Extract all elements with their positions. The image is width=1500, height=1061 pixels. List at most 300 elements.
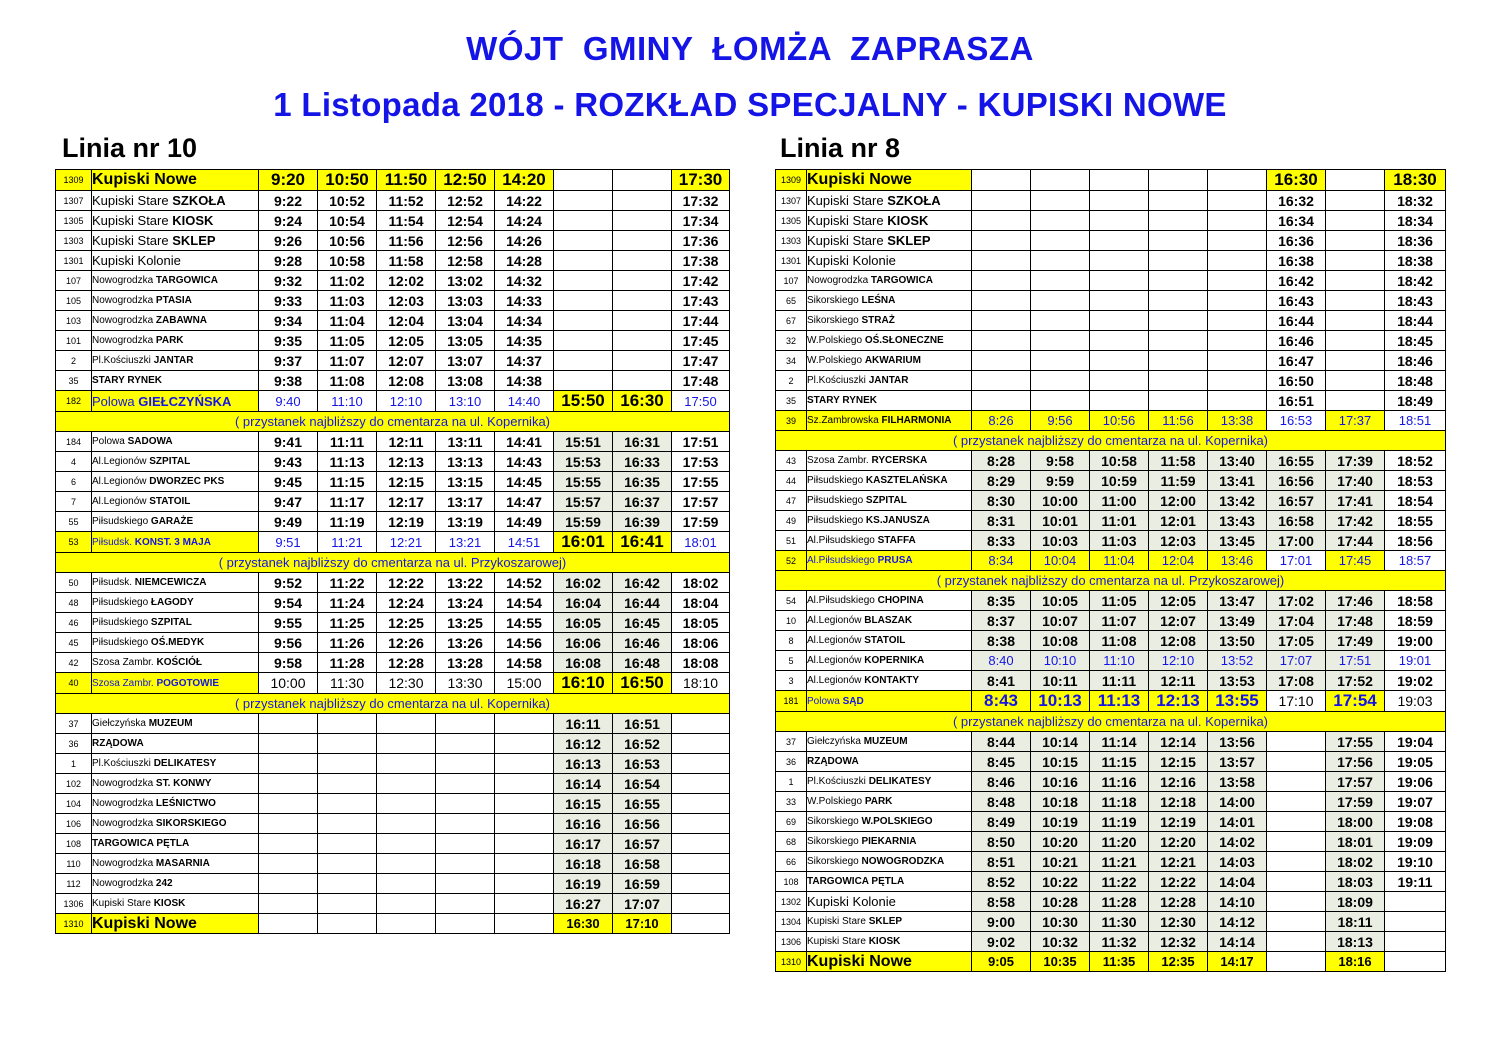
departure-time xyxy=(377,734,436,754)
departure-time: 16:46 xyxy=(1267,331,1326,351)
departure-time xyxy=(1090,311,1149,331)
stop-name xyxy=(807,872,972,892)
stop-name xyxy=(807,551,972,571)
departure-time: 19:11 xyxy=(1385,872,1446,892)
departure-time: 11:08 xyxy=(318,371,377,391)
cemetery-note: ( przystanek najbliższy do cmentarza na ul. Przykoszarowej) xyxy=(56,553,730,573)
departure-time: 17:01 xyxy=(1267,551,1326,571)
stop-code: 5 xyxy=(776,651,807,671)
departure-time: 12:13 xyxy=(377,452,436,472)
departure-time: 16:56 xyxy=(613,814,672,834)
departure-time xyxy=(1149,351,1208,371)
departure-time: 14:10 xyxy=(1208,892,1267,912)
departure-time xyxy=(318,814,377,834)
departure-time: 8:41 xyxy=(972,671,1031,691)
stop-label: TARGOWICA xyxy=(155,275,218,286)
departure-time xyxy=(672,714,730,734)
stop-label: POGOTOWIE xyxy=(156,677,220,689)
departure-time: 14:04 xyxy=(1208,872,1267,892)
stop-code: 182 xyxy=(56,391,92,412)
departure-time: 17:44 xyxy=(1326,531,1385,551)
departure-time: 8:26 xyxy=(972,411,1031,431)
departure-time: 19:02 xyxy=(1385,671,1446,691)
departure-time: 16:11 xyxy=(554,714,613,734)
departure-time: 13:50 xyxy=(1208,631,1267,651)
departure-time: 14:54 xyxy=(495,593,554,613)
departure-time: 13:26 xyxy=(436,633,495,653)
departure-time: 16:38 xyxy=(1267,251,1326,271)
departure-time: 11:15 xyxy=(318,472,377,492)
departure-time: 12:28 xyxy=(1149,892,1208,912)
departure-time: 18:42 xyxy=(1385,271,1446,291)
departure-time: 14:22 xyxy=(495,191,554,211)
stop-label: PIEKARNIA xyxy=(861,836,917,847)
departure-time: 16:15 xyxy=(554,794,613,814)
departure-time: 8:43 xyxy=(972,691,1031,712)
stop-name xyxy=(807,331,972,351)
departure-time: 17:07 xyxy=(1267,651,1326,671)
departure-time xyxy=(1208,331,1267,351)
departure-time xyxy=(259,894,318,914)
departure-time: 11:30 xyxy=(318,673,377,694)
stop-street: W.Polskiego xyxy=(807,796,865,807)
departure-time xyxy=(1149,211,1208,231)
departure-time: 12:17 xyxy=(377,492,436,512)
departure-time: 17:10 xyxy=(613,914,672,934)
timetable-row xyxy=(56,452,730,472)
departure-time: 11:21 xyxy=(1090,852,1149,872)
timetable-row xyxy=(56,512,730,532)
departure-time: 16:56 xyxy=(1267,471,1326,491)
departure-time: 12:24 xyxy=(377,593,436,613)
departure-time xyxy=(1326,371,1385,391)
departure-time xyxy=(259,754,318,774)
departure-time: 16:58 xyxy=(1267,511,1326,531)
departure-time: 17:45 xyxy=(1326,551,1385,571)
departure-time: 13:02 xyxy=(436,271,495,291)
departure-time xyxy=(1031,211,1090,231)
departure-time: 16:57 xyxy=(613,834,672,854)
departure-time: 14:01 xyxy=(1208,812,1267,832)
departure-time: 14:49 xyxy=(495,512,554,532)
departure-time xyxy=(259,854,318,874)
departure-time: 18:05 xyxy=(672,613,730,633)
timetable-row xyxy=(776,752,1446,772)
departure-time xyxy=(495,734,554,754)
departure-time xyxy=(1149,371,1208,391)
departure-time: 16:31 xyxy=(613,432,672,452)
departure-time xyxy=(377,874,436,894)
departure-time: 18:34 xyxy=(1385,211,1446,231)
departure-time: 12:15 xyxy=(377,472,436,492)
departure-time xyxy=(1031,291,1090,311)
departure-time xyxy=(972,351,1031,371)
departure-time xyxy=(1149,311,1208,331)
departure-time xyxy=(613,291,672,311)
departure-time: 11:28 xyxy=(318,653,377,673)
departure-time: 9:51 xyxy=(259,532,318,553)
departure-time: 17:45 xyxy=(672,331,730,351)
stop-street: Szosa Zambr. xyxy=(807,455,872,466)
departure-time: 19:09 xyxy=(1385,832,1446,852)
stop-name xyxy=(92,311,259,331)
stop-label: NOWOGRODZKA xyxy=(861,856,945,867)
stop-label: AKWARIUM xyxy=(864,355,921,366)
departure-time: 11:21 xyxy=(318,532,377,553)
departure-time: 11:58 xyxy=(1149,451,1208,471)
departure-time: 13:25 xyxy=(436,613,495,633)
departure-time: 12:14 xyxy=(1149,732,1208,752)
departure-time: 8:45 xyxy=(972,752,1031,772)
stop-name xyxy=(92,231,259,251)
departure-time: 9:54 xyxy=(259,593,318,613)
timetable-row xyxy=(56,834,730,854)
departure-time: 11:50 xyxy=(377,170,436,191)
departure-time: 17:51 xyxy=(1326,651,1385,671)
departure-time: 11:04 xyxy=(318,311,377,331)
departure-time: 14:12 xyxy=(1208,912,1267,932)
departure-time: 17:52 xyxy=(1326,671,1385,691)
stop-name xyxy=(92,854,259,874)
departure-time xyxy=(554,291,613,311)
departure-time xyxy=(495,794,554,814)
stop-label: SZPITAL xyxy=(149,456,191,467)
departure-time: 9:43 xyxy=(259,452,318,472)
departure-time: 10:35 xyxy=(1031,952,1090,972)
departure-time xyxy=(318,754,377,774)
departure-time: 10:16 xyxy=(1031,772,1090,792)
departure-time xyxy=(1326,251,1385,271)
departure-time: 18:52 xyxy=(1385,451,1446,471)
stop-label: LEŚNA xyxy=(861,295,896,306)
departure-time: 18:30 xyxy=(1385,170,1446,191)
departure-time: 12:58 xyxy=(436,251,495,271)
timetable-row xyxy=(776,912,1446,932)
departure-time: 8:48 xyxy=(972,792,1031,812)
stop-code: 184 xyxy=(56,432,92,452)
departure-time: 17:57 xyxy=(672,492,730,512)
departure-time xyxy=(1208,211,1267,231)
stop-label: PRUSA xyxy=(877,555,913,566)
departure-time: 12:35 xyxy=(1149,952,1208,972)
departure-time xyxy=(495,914,554,934)
stop-code: 1305 xyxy=(776,211,807,231)
stop-name xyxy=(92,613,259,633)
departure-time: 16:44 xyxy=(1267,311,1326,331)
departure-time: 13:45 xyxy=(1208,531,1267,551)
departure-time: 17:39 xyxy=(1326,451,1385,471)
departure-time: 13:41 xyxy=(1208,471,1267,491)
stop-street: Sz.Zambrowska xyxy=(807,415,882,426)
stop-street: Nowogrodzka xyxy=(92,335,156,346)
departure-time xyxy=(1208,231,1267,251)
stop-code: 103 xyxy=(56,311,92,331)
departure-time: 12:08 xyxy=(1149,631,1208,651)
departure-time xyxy=(1090,371,1149,391)
stop-label: SADOWA xyxy=(127,436,173,447)
departure-time xyxy=(1267,732,1326,752)
departure-time xyxy=(554,211,613,231)
departure-time: 10:59 xyxy=(1090,471,1149,491)
stop-label: KASZTELAŃSKA xyxy=(865,475,948,486)
timetable-row xyxy=(56,593,730,613)
departure-time: 12:21 xyxy=(1149,852,1208,872)
departure-time xyxy=(1149,391,1208,411)
stop-label: MASARNIA xyxy=(155,858,210,869)
departure-time xyxy=(1208,371,1267,391)
stop-street: Pl.Kościuszki xyxy=(807,375,869,386)
departure-time: 11:07 xyxy=(318,351,377,371)
departure-time: 16:10 xyxy=(554,673,613,694)
departure-time: 18:00 xyxy=(1326,812,1385,832)
departure-time: 9:26 xyxy=(259,231,318,251)
page-title: WÓJT GMINY ŁOMŻA ZAPRASZA xyxy=(466,30,1034,67)
departure-time: 17:48 xyxy=(672,371,730,391)
departure-time: 14:51 xyxy=(495,532,554,553)
departure-time: 12:21 xyxy=(377,532,436,553)
departure-time: 10:00 xyxy=(259,673,318,694)
departure-time xyxy=(672,834,730,854)
departure-time: 16:50 xyxy=(1267,371,1326,391)
departure-time: 9:47 xyxy=(259,492,318,512)
stop-street: Kupiski Stare xyxy=(92,233,173,248)
stop-code: 1304 xyxy=(776,912,807,932)
stop-code: 1310 xyxy=(56,914,92,934)
departure-time: 8:44 xyxy=(972,732,1031,752)
departure-time: 10:28 xyxy=(1031,892,1090,912)
stop-name xyxy=(92,170,259,191)
departure-time: 13:08 xyxy=(436,371,495,391)
departure-time xyxy=(1385,932,1446,952)
departure-time xyxy=(436,914,495,934)
stop-name xyxy=(807,611,972,631)
timetable-row xyxy=(56,734,730,754)
departure-time: 17:53 xyxy=(672,452,730,472)
departure-time: 18:45 xyxy=(1385,331,1446,351)
departure-time: 12:19 xyxy=(377,512,436,532)
departure-time: 9:40 xyxy=(259,391,318,412)
stop-code: 7 xyxy=(56,492,92,512)
departure-time: 19:10 xyxy=(1385,852,1446,872)
departure-time: 17:47 xyxy=(672,351,730,371)
stop-street: Kupiski Kolonie xyxy=(807,894,896,909)
departure-time: 18:51 xyxy=(1385,411,1446,431)
stop-code: 67 xyxy=(776,311,807,331)
departure-time: 12:07 xyxy=(377,351,436,371)
stop-name xyxy=(807,311,972,331)
stop-street: Pl.Kościuszki xyxy=(92,355,154,366)
departure-time xyxy=(613,351,672,371)
cemetery-note-row xyxy=(776,571,1446,591)
timetable-row xyxy=(776,832,1446,852)
departure-time: 12:10 xyxy=(1149,651,1208,671)
departure-time: 15:55 xyxy=(554,472,613,492)
cemetery-note: ( przystanek najbliższy do cmentarza na ul. Kopernika) xyxy=(776,712,1446,732)
departure-time: 18:46 xyxy=(1385,351,1446,371)
departure-time: 8:30 xyxy=(972,491,1031,511)
stop-label: SZKOŁA xyxy=(887,193,941,208)
departure-time: 13:43 xyxy=(1208,511,1267,531)
departure-time xyxy=(554,191,613,211)
stop-code: 1307 xyxy=(56,191,92,211)
stop-code: 47 xyxy=(776,491,807,511)
departure-time xyxy=(1090,231,1149,251)
timetable-row xyxy=(776,351,1446,371)
departure-time: 16:30 xyxy=(1267,170,1326,191)
departure-time xyxy=(1090,391,1149,411)
departure-time xyxy=(259,874,318,894)
stop-label: RZĄDOWA xyxy=(807,756,859,767)
stop-code: 1303 xyxy=(776,231,807,251)
stop-name xyxy=(92,754,259,774)
stop-label: TARGOWICA PĘTLA xyxy=(92,838,190,849)
departure-time: 17:34 xyxy=(672,211,730,231)
departure-time: 16:17 xyxy=(554,834,613,854)
departure-time: 11:22 xyxy=(1090,872,1149,892)
stop-street: Sikorskiego xyxy=(807,836,862,847)
departure-time: 18:36 xyxy=(1385,231,1446,251)
departure-time: 14:55 xyxy=(495,613,554,633)
stop-name xyxy=(807,411,972,431)
stop-name xyxy=(92,794,259,814)
departure-time xyxy=(318,794,377,814)
departure-time xyxy=(1385,952,1446,972)
stop-street: Piłsudsk. xyxy=(92,536,135,548)
departure-time xyxy=(318,714,377,734)
departure-time xyxy=(1267,832,1326,852)
departure-time: 9:00 xyxy=(972,912,1031,932)
departure-time: 12:18 xyxy=(1149,792,1208,812)
cemetery-note: ( przystanek najbliższy do cmentarza na ul. Kopernika) xyxy=(776,431,1446,451)
departure-time xyxy=(1267,932,1326,952)
departure-time xyxy=(1149,291,1208,311)
departure-time xyxy=(672,734,730,754)
stop-label: GARAŻE xyxy=(150,516,194,527)
departure-time: 12:20 xyxy=(1149,832,1208,852)
stop-label: ŁAGODY xyxy=(150,597,194,608)
departure-time xyxy=(377,854,436,874)
departure-time: 9:05 xyxy=(972,952,1031,972)
departure-time: 18:02 xyxy=(1326,852,1385,872)
departure-time: 11:54 xyxy=(377,211,436,231)
departure-time xyxy=(495,854,554,874)
departure-time: 18:10 xyxy=(672,673,730,694)
stop-street: Al.Piłsudskiego xyxy=(807,595,878,606)
stop-name xyxy=(807,291,972,311)
departure-time: 16:48 xyxy=(613,653,672,673)
timetable-row xyxy=(56,492,730,512)
timetable-row xyxy=(776,691,1446,712)
departure-time: 12:28 xyxy=(377,653,436,673)
timetable-row xyxy=(56,673,730,694)
timetable-row xyxy=(56,371,730,391)
stop-name xyxy=(807,952,972,972)
stop-name xyxy=(807,351,972,371)
stop-label: STAFFA xyxy=(877,535,916,546)
departure-time: 17:44 xyxy=(672,311,730,331)
departure-time: 18:09 xyxy=(1326,892,1385,912)
departure-time: 10:13 xyxy=(1031,691,1090,712)
stop-street: Piłsudskiego xyxy=(92,637,151,648)
departure-time: 8:52 xyxy=(972,872,1031,892)
stop-label: PTASIA xyxy=(155,295,192,306)
departure-time: 19:08 xyxy=(1385,812,1446,832)
timetable-row xyxy=(56,432,730,452)
departure-time: 13:52 xyxy=(1208,651,1267,671)
stop-code: 108 xyxy=(56,834,92,854)
departure-time: 14:38 xyxy=(495,371,554,391)
departure-time: 11:03 xyxy=(318,291,377,311)
departure-time xyxy=(1267,792,1326,812)
stop-label: Kupiski Nowe xyxy=(807,171,912,188)
stop-street: Al.Legionów xyxy=(92,456,150,467)
departure-time: 14:47 xyxy=(495,492,554,512)
departure-time: 16:54 xyxy=(613,774,672,794)
timetable-row xyxy=(776,331,1446,351)
departure-time: 14:33 xyxy=(495,291,554,311)
departure-time xyxy=(1385,912,1446,932)
departure-time: 18:16 xyxy=(1326,952,1385,972)
departure-time xyxy=(613,251,672,271)
departure-time xyxy=(1090,191,1149,211)
timetable-row xyxy=(56,714,730,734)
timetable-row xyxy=(56,894,730,914)
stop-name xyxy=(807,832,972,852)
departure-time: 16:06 xyxy=(554,633,613,653)
departure-time xyxy=(1149,191,1208,211)
departure-time: 13:05 xyxy=(436,331,495,351)
stop-code: 1 xyxy=(776,772,807,792)
departure-time: 9:02 xyxy=(972,932,1031,952)
stop-label: SZPITAL xyxy=(865,495,907,506)
departure-time: 19:06 xyxy=(1385,772,1446,792)
stop-code: 37 xyxy=(56,714,92,734)
departure-time: 11:00 xyxy=(1090,491,1149,511)
departure-time: 13:21 xyxy=(436,532,495,553)
departure-time: 8:51 xyxy=(972,852,1031,872)
stop-street: Al.Legionów xyxy=(92,496,150,507)
departure-time: 14:35 xyxy=(495,331,554,351)
stop-name xyxy=(92,271,259,291)
departure-time xyxy=(495,814,554,834)
departure-time: 11:56 xyxy=(377,231,436,251)
cemetery-note-row xyxy=(56,412,730,432)
stop-street: Piłsudskiego xyxy=(807,475,866,486)
departure-time: 12:07 xyxy=(1149,611,1208,631)
departure-time: 12:19 xyxy=(1149,812,1208,832)
stop-code: 42 xyxy=(56,653,92,673)
departure-time: 13:28 xyxy=(436,653,495,673)
departure-time: 13:17 xyxy=(436,492,495,512)
stop-label: FILHARMONIA xyxy=(881,415,952,426)
departure-time: 14:28 xyxy=(495,251,554,271)
departure-time: 13:55 xyxy=(1208,691,1267,712)
stop-name xyxy=(807,852,972,872)
departure-time: 14:00 xyxy=(1208,792,1267,812)
departure-time: 16:50 xyxy=(613,673,672,694)
departure-time xyxy=(318,734,377,754)
stop-name xyxy=(807,792,972,812)
departure-time xyxy=(613,211,672,231)
timetable-row xyxy=(56,854,730,874)
departure-time: 15:53 xyxy=(554,452,613,472)
stop-street: Al.Piłsudskiego xyxy=(807,555,878,566)
departure-time: 12:13 xyxy=(1149,691,1208,712)
departure-time: 16:53 xyxy=(613,754,672,774)
departure-time xyxy=(1208,191,1267,211)
timetable-row xyxy=(776,211,1446,231)
departure-time xyxy=(972,271,1031,291)
